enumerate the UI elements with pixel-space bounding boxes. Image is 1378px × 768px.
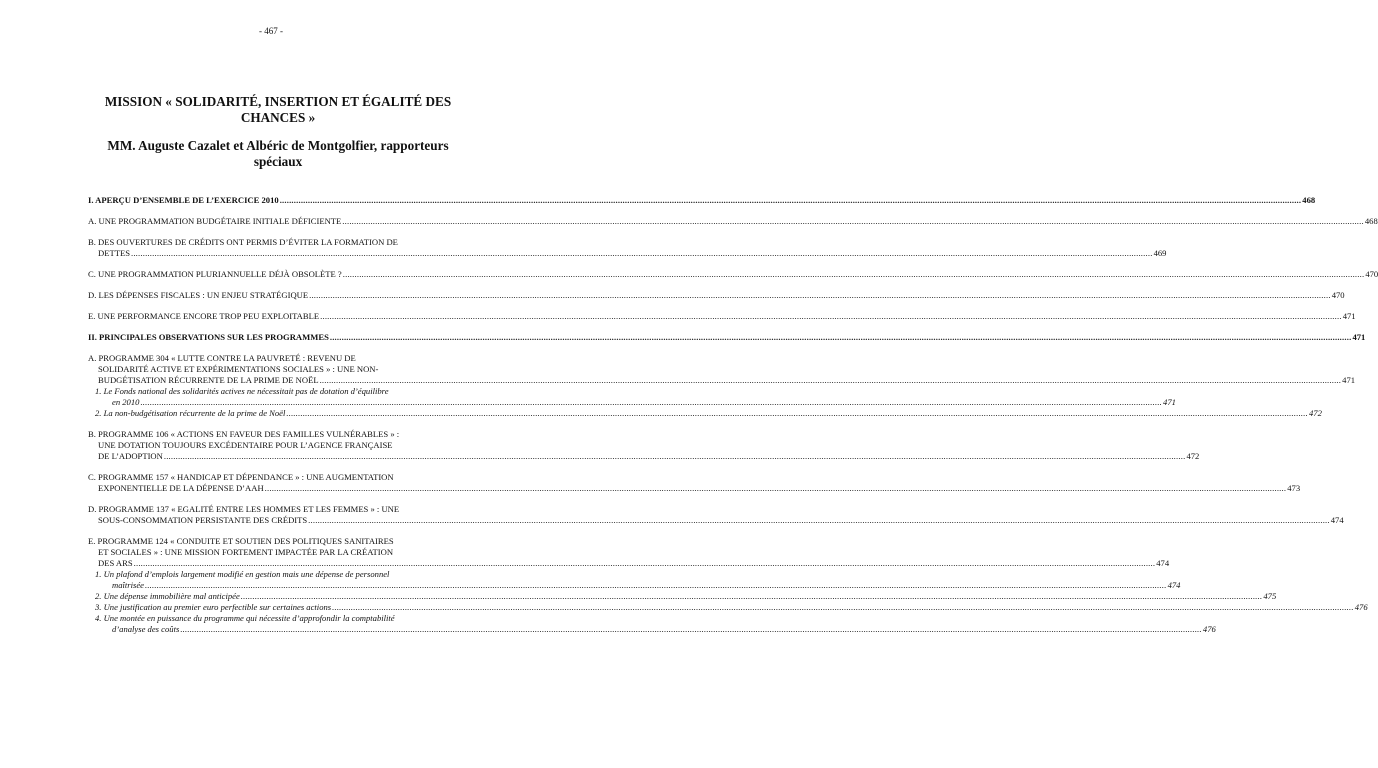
title-line: CHANCES » (240, 109, 316, 125)
toc-entry-row (88, 515, 1344, 526)
toc-entry (88, 237, 1167, 259)
toc-entry-row (95, 624, 1216, 635)
dot-leader (134, 558, 1156, 569)
toc-entry-text: en 2010 (112, 397, 140, 407)
toc-entry-row (95, 580, 1181, 591)
toc-entry-text: C. UNE PROGRAMMATION PLURIANNUELLE DÉJÀ OBSOLÈTE ? (88, 269, 342, 279)
toc-entry-line: UNE DOTATION TOUJOURS EXCÉDENTAIRE POUR L’AGENCE FRANÇAISE (98, 440, 393, 450)
toc-page-number: 469 (1153, 248, 1167, 258)
dot-leader (342, 216, 1364, 227)
toc-entry-text: I. APERÇU D’ENSEMBLE DE L’EXERCICE 2010 (88, 195, 279, 205)
toc-entry-line: A. PROGRAMME 304 « LUTTE CONTRE LA PAUVRETÉ : REVENU DE (88, 353, 356, 363)
toc-entry-text: 2. Une dépense immobilière mal anticipée (95, 591, 240, 601)
toc-entry-text: DES ARS (98, 558, 133, 568)
toc-entry-text: E. UNE PERFORMANCE ENCORE TROP PEU EXPLOITABLE (88, 311, 320, 321)
toc-entry (88, 613, 1216, 635)
toc-entry-line: 4. Une montée en puissance du programme qui nécessite d’approfondir la comptabilité (95, 613, 395, 623)
toc-entry-line: 1. Le Fonds national des solidarités actives ne nécessitait pas de dotation d’équilibre (95, 386, 389, 396)
toc-entry-text: 3. Une justification au premier euro perfectible sur certaines actions (95, 602, 332, 612)
dot-leader (131, 248, 1153, 259)
toc-entry-row (95, 397, 1176, 408)
dot-leader (330, 332, 1352, 343)
toc-entry-line: ET SOCIALES » : UNE MISSION FORTEMENT IMPACTÉE PAR LA CRÉATION (98, 547, 394, 557)
toc-page-number: 474 (1156, 558, 1170, 568)
subtitle-line: spéciaux (253, 153, 303, 169)
toc-entry-line: SOLIDARITÉ ACTIVE ET EXPÉRIMENTATIONS SOCIALES » : UNE NON- (98, 364, 379, 374)
toc-entry (88, 472, 1301, 494)
document-title (92, 94, 464, 125)
page-number: - 467 - (259, 26, 283, 36)
toc-entry-line: C. PROGRAMME 157 « HANDICAP ET DÉPENDANCE » : UNE AUGMENTATION (88, 472, 394, 482)
toc-entry (88, 504, 1344, 526)
toc-entry (88, 536, 1170, 569)
toc-page-number: 468 (1364, 216, 1378, 226)
toc-entry-text: BUDGÉTISATION RÉCURRENTE DE LA PRIME DE NOËL (98, 375, 319, 385)
toc-entry (88, 569, 1181, 591)
toc-page-number: 472 (1186, 451, 1200, 461)
toc-entry (88, 591, 1277, 602)
dot-leader (343, 269, 1365, 280)
toc-entry-row (88, 248, 1167, 259)
toc-entry-row (88, 483, 1301, 494)
toc-entry-line: D. PROGRAMME 137 « EGALITÉ ENTRE LES HOMMES ET LES FEMMES » : UNE (88, 504, 400, 514)
toc-entry-line: B. PROGRAMME 106 « ACTIONS EN FAVEUR DES FAMILLES VULNÉRABLES » : (88, 429, 400, 439)
title-line: MISSION « SOLIDARITÉ, INSERTION ET ÉGALITÉ DES (104, 94, 452, 109)
toc-entry (88, 408, 1322, 419)
toc-page-number: 476 (1202, 624, 1216, 634)
toc-entry-row (88, 451, 1200, 462)
table-of-contents (88, 195, 1378, 635)
toc-page-number: 475 (1263, 591, 1277, 601)
document-subtitle (92, 138, 464, 169)
dot-leader (308, 515, 1330, 526)
toc-entry-line: B. DES OUVERTURES DE CRÉDITS ONT PERMIS D’ÉVITER LA FORMATION DE (88, 237, 398, 247)
toc-entry-row (88, 269, 1378, 280)
toc-entry-text: A. UNE PROGRAMMATION BUDGÉTAIRE INITIALE DÉFICIENTE (88, 216, 342, 226)
toc-page-number: 471 (1342, 375, 1356, 385)
toc-entry-row (88, 311, 1356, 322)
toc-page-number: 473 (1287, 483, 1301, 493)
toc-entry-text: 2. La non-budgétisation récurrente de la prime de Noël (95, 408, 286, 418)
toc-entry-text: D. LES DÉPENSES FISCALES : UN ENJEU STRATÉGIQUE (88, 290, 309, 300)
toc-page-number: 474 (1330, 515, 1344, 525)
toc-page-number: 474 (1167, 580, 1181, 590)
toc-page-number: 471 (1352, 332, 1366, 342)
dot-leader (180, 624, 1202, 635)
dot-leader (309, 290, 1331, 301)
subtitle-line: MM. Auguste Cazalet et Albéric de Montgolfier, rapporteurs (107, 138, 449, 153)
toc-entry-text: DETTES (98, 248, 130, 258)
toc-entry-row (95, 602, 1368, 613)
dot-leader (320, 375, 1342, 386)
toc-entry (88, 195, 1316, 206)
toc-entry (88, 332, 1366, 343)
dot-leader (265, 483, 1287, 494)
dot-leader (280, 195, 1302, 206)
toc-entry (88, 216, 1378, 227)
toc-entry-text: II. PRINCIPALES OBSERVATIONS SUR LES PROGRAMMES (88, 332, 329, 342)
toc-page-number: 471 (1163, 397, 1176, 407)
dot-leader (320, 311, 1342, 322)
toc-page-number: 470 (1331, 290, 1345, 300)
toc-entry (88, 429, 1200, 462)
toc-entry (88, 311, 1356, 322)
dot-leader (332, 602, 1354, 613)
toc-entry-line: 1. Un plafond d’emplois largement modifié en gestion mais une dépense de personnel (95, 569, 390, 579)
toc-entry-row (88, 290, 1345, 301)
dot-leader (286, 408, 1308, 419)
toc-entry-row (95, 591, 1277, 602)
toc-entry-row (88, 216, 1378, 227)
toc-entry-row (88, 195, 1316, 206)
toc-page-number: 468 (1302, 195, 1316, 205)
toc-entry-text: EXPONENTIELLE DE LA DÉPENSE D’AAH (98, 483, 264, 493)
toc-entry-row (88, 332, 1366, 343)
toc-entry (88, 602, 1368, 613)
toc-page-number: 476 (1354, 602, 1368, 612)
toc-entry (88, 353, 1356, 386)
toc-entry-text: DE L’ADOPTION (98, 451, 163, 461)
toc-entry-row (95, 408, 1322, 419)
dot-leader (145, 580, 1167, 591)
toc-entry (88, 290, 1345, 301)
dot-leader (164, 451, 1186, 462)
toc-entry-line: E. PROGRAMME 124 « CONDUITE ET SOUTIEN DES POLITIQUES SANITAIRES (88, 536, 394, 546)
toc-entry-text: maîtrisée (112, 580, 144, 590)
toc-entry-text: SOUS-CONSOMMATION PERSISTANTE DES CRÉDITS (98, 515, 308, 525)
toc-entry-row (88, 375, 1356, 386)
toc-entry (88, 386, 1176, 408)
toc-page-number: 471 (1342, 311, 1356, 321)
toc-entry (88, 269, 1378, 280)
toc-entry-row (88, 558, 1170, 569)
dot-leader (241, 591, 1263, 602)
toc-page-number: 472 (1308, 408, 1322, 418)
dot-leader (140, 397, 1162, 408)
toc-page-number: 470 (1365, 269, 1378, 279)
toc-entry-text: d’analyse des coûts (112, 624, 180, 634)
